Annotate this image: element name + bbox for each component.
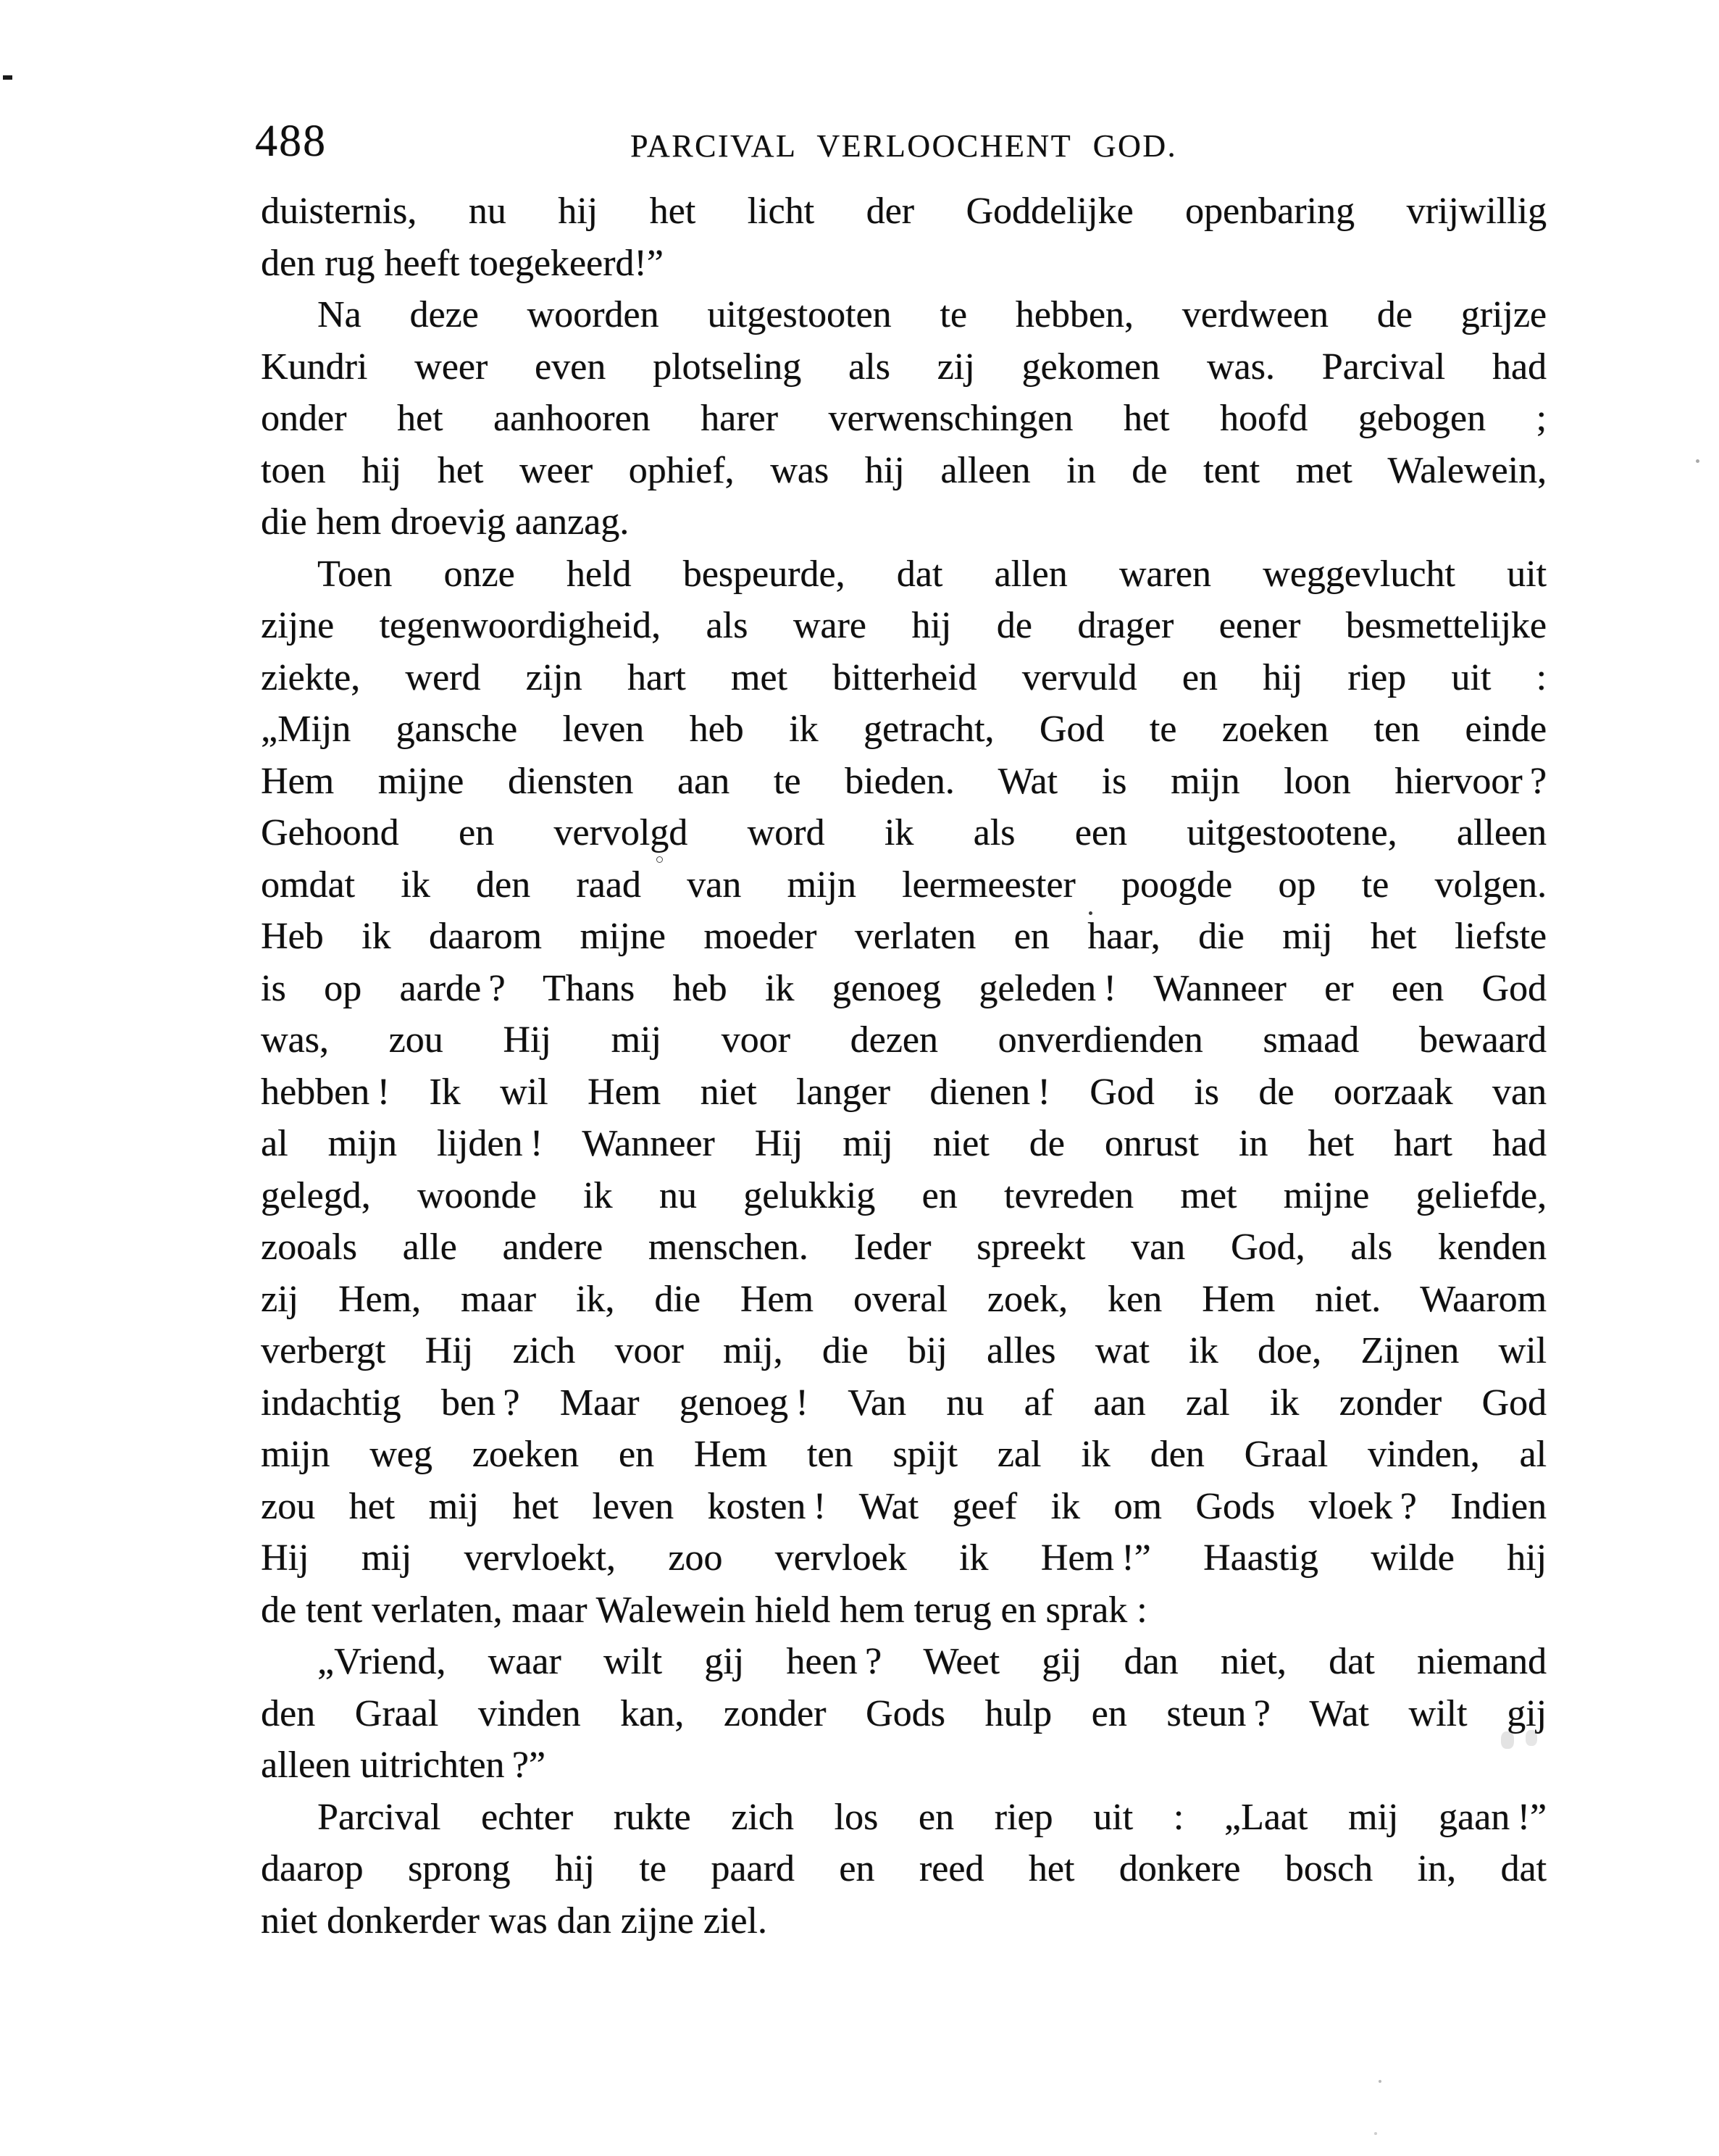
text-line: alleen uitrichten ?” (261, 1745, 545, 1786)
paragraph (261, 1636, 1547, 1792)
scan-speck-dot (1089, 911, 1092, 915)
text-line: Na deze woorden uitgestooten te hebben, verdween de grijze (317, 294, 1547, 335)
text-line: daarop sprong hij te paard en reed het donkere bosch in, dat (261, 1848, 1547, 1889)
text-line: Toen onze held bespeurde, dat allen waren weggevlucht uit (317, 553, 1547, 595)
text-line: mijn weg zoeken en Hem ten spijt zal ik den Graal vinden, al (261, 1434, 1547, 1475)
text-line: was, zou Hij mij voor dezen onverdienden smaad bewaard (261, 1019, 1547, 1061)
body-text (261, 185, 1547, 1947)
text-line: zijne tegenwoordigheid, als ware hij de drager eener besmettelijke (261, 605, 1547, 646)
text-line: onder het aanhooren harer verwenschingen het hoofd gebogen ; (261, 398, 1547, 439)
text-line: duisternis, nu hij het licht der Goddelijke openbaring vrijwillig (261, 191, 1547, 232)
scan-speck-ring (656, 856, 663, 863)
scan-speck-bottom (1379, 2080, 1381, 2083)
page-number: 488 (255, 117, 327, 166)
text-line: toen hij het weer ophief, was hij alleen in de tent met Walewein, (261, 449, 1547, 491)
text-line: Kundri weer even plotseling als zij gekomen was. Parcival had (261, 346, 1547, 388)
text-line: Parcival echter rukte zich los en riep uit : „Laat mij gaan !” (317, 1796, 1547, 1838)
text-line: ziekte, werd zijn hart met bitterheid vervuld en hij riep uit : (261, 656, 1547, 698)
text-line: al mijn lijden ! Wanneer Hij mij niet de onrust in het hart had (261, 1123, 1547, 1164)
text-line: Hem mijne diensten aan te bieden. Wat is mijn loon hiervoor ? (261, 760, 1547, 802)
text-line: gelegd, woonde ik nu gelukkig en tevreden met mijne geliefde, (261, 1174, 1547, 1216)
scan-showthrough-mark (1501, 1731, 1514, 1749)
text-line: zooals alle andere menschen. Ieder spreekt van God, als kenden (261, 1227, 1547, 1268)
text-line: „Vriend, waar wilt gij heen ? Weet gij dan niet, dat niemand (317, 1641, 1547, 1682)
running-head: PARCIVAL VERLOOCHENT GOD. (630, 128, 1177, 164)
paragraph (261, 185, 1547, 289)
text-line: den rug heeft toegekeerd!” (261, 242, 664, 284)
paragraph (261, 1792, 1547, 1947)
scan-speck-top-left (3, 75, 12, 80)
paragraph (261, 548, 1547, 1637)
text-line: is op aarde ? Thans heb ik genoeg geleden ! Wanneer er een God (261, 967, 1547, 1009)
scan-speck-right-edge (1696, 459, 1699, 463)
text-line: Heb ik daarom mijne moeder verlaten en haar, die mij het liefste (261, 916, 1547, 957)
text-line: de tent verlaten, maar Walewein hield hem terug en sprak : (261, 1589, 1147, 1631)
text-line: omdat ik den raad van mijn leermeester poogde op te volgen. (261, 864, 1547, 906)
text-line: den Graal vinden kan, zonder Gods hulp en steun ? Wat wilt gij (261, 1692, 1547, 1734)
text-line: indachtig ben ? Maar genoeg ! Van nu af aan zal ik zonder God (261, 1382, 1547, 1424)
text-line: Hij mij vervloekt, zoo vervloek ik Hem !” Haastig wilde hij (261, 1537, 1547, 1579)
scan-showthrough-mark (1526, 1730, 1537, 1746)
text-line: niet donkerder was dan zijne ziel. (261, 1900, 767, 1942)
text-line: die hem droevig aanzag. (261, 501, 630, 543)
text-line: „Mijn gansche leven heb ik getracht, God te zoeken ten einde (261, 709, 1547, 750)
paragraph (261, 289, 1547, 548)
text-line: Gehoond en vervolgd word ik als een uitgestootene, alleen (261, 812, 1547, 853)
text-line: zou het mij het leven kosten ! Wat geef ik om Gods vloek ? Indien (261, 1485, 1547, 1527)
scan-speck-bottom (1374, 2132, 1377, 2135)
text-line: hebben ! Ik wil Hem niet langer dienen ! God is de oorzaak van (261, 1071, 1547, 1113)
text-line: zij Hem, maar ik, die Hem overal zoek, ken Hem niet. Waarom (261, 1278, 1547, 1320)
text-line: verbergt Hij zich voor mij, die bij alles wat ik doe, Zijnen wil (261, 1330, 1547, 1371)
